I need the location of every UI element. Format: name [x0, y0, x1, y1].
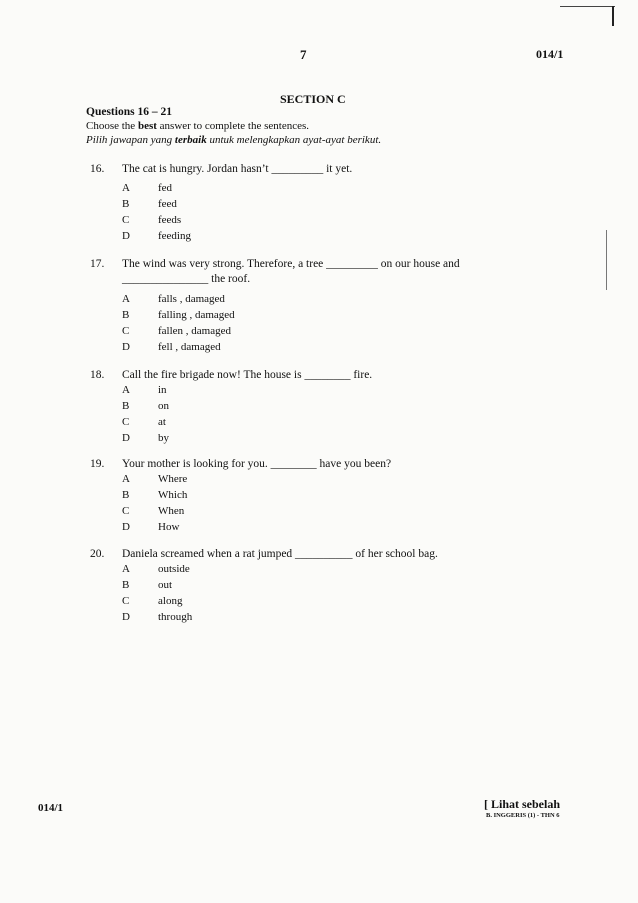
next-page-note: [ Lihat sebelah [484, 797, 561, 811]
scan-edge-line [606, 230, 607, 290]
option-text: Where [158, 473, 188, 485]
question-text-continued: _______________ the roof. [122, 273, 251, 285]
question-text: Call the fire brigade now! The house is ________ fire. [122, 369, 373, 381]
option-letter: D [122, 521, 130, 533]
question-text: The cat is hungry. Jordan hasn’t _________ it yet. [122, 163, 353, 175]
option-letter: A [122, 563, 130, 575]
option-letter: B [122, 309, 130, 321]
option-letter: C [122, 325, 130, 337]
option-text: in [158, 384, 167, 396]
option-text: feeds [158, 214, 182, 226]
question-text: Daniela screamed when a rat jumped __________ of her school bag. [122, 548, 438, 560]
option-letter: C [122, 505, 130, 517]
option-text: by [158, 432, 169, 444]
option-letter: C [122, 595, 130, 607]
option-letter: B [122, 400, 130, 412]
page-number: 7 [300, 47, 307, 62]
option-text: falls , damaged [158, 293, 225, 305]
option-text: along [158, 595, 183, 607]
option-text: out [158, 579, 173, 591]
option-letter: A [122, 473, 130, 485]
option-letter: B [122, 489, 130, 501]
option-text: feeding [158, 230, 191, 242]
instruction-english: Choose the best answer to complete the sentences. [86, 120, 310, 132]
scan-edge-line [560, 6, 615, 7]
subject-line: B. INGGERIS (1) - THN 6 [486, 812, 560, 819]
option-letter: A [122, 182, 130, 194]
question-number: 20. [90, 548, 105, 560]
option-letter: D [122, 230, 130, 242]
option-letter: B [122, 198, 130, 210]
option-text: fell , damaged [158, 341, 221, 353]
option-text: fallen , damaged [158, 325, 231, 337]
option-text: feed [158, 198, 177, 210]
question-number: 18. [90, 369, 105, 381]
question-number: 19. [90, 458, 105, 470]
option-text: fed [158, 182, 173, 194]
scan-edge-line [612, 6, 614, 26]
paper-code-bottom: 014/1 [38, 802, 64, 814]
option-letter: C [122, 416, 130, 428]
option-text: on [158, 400, 169, 412]
option-letter: D [122, 432, 130, 444]
option-text: at [158, 416, 166, 428]
question-number: 16. [90, 163, 105, 175]
option-text: outside [158, 563, 190, 575]
question-text: Your mother is looking for you. ________ have you been? [122, 458, 392, 470]
paper-code-top: 014/1 [536, 47, 564, 61]
question-range: Questions 16 – 21 [86, 106, 172, 118]
option-text: falling , damaged [158, 309, 235, 321]
option-text: When [158, 505, 185, 517]
option-letter: A [122, 384, 130, 396]
question-text: The wind was very strong. Therefore, a tree _________ on our house and [122, 258, 460, 270]
option-letter: A [122, 293, 130, 305]
option-text: How [158, 521, 180, 533]
question-number: 17. [90, 258, 105, 270]
option-text: Which [158, 489, 188, 501]
option-text: through [158, 611, 193, 623]
option-letter: D [122, 341, 130, 353]
section-title: SECTION C [280, 92, 346, 106]
option-letter: D [122, 611, 130, 623]
option-letter: C [122, 214, 130, 226]
option-letter: B [122, 579, 130, 591]
instruction-malay: Pilih jawapan yang terbaik untuk melengkapkan ayat-ayat berikut. [86, 134, 382, 146]
